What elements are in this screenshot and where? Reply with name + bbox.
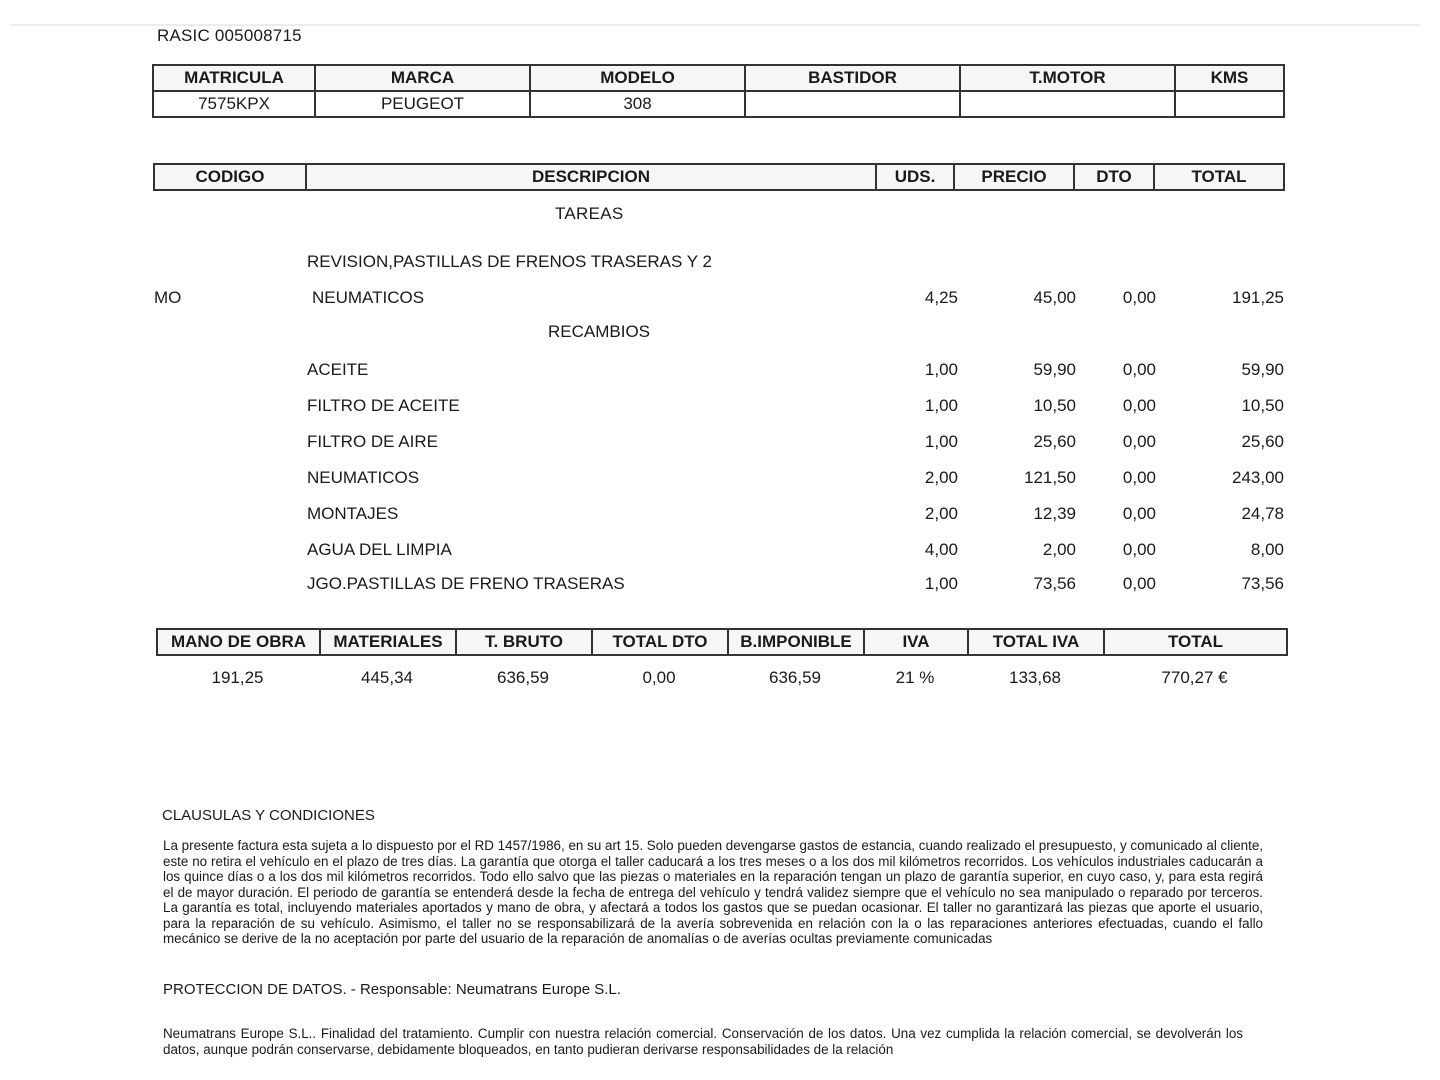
- value-total-dto: 0,00: [642, 668, 676, 687]
- header-codigo: CODIGO: [154, 164, 306, 190]
- tarea-precio: 45,00: [1033, 288, 1076, 307]
- tarea-desc-1: REVISION,PASTILLAS DE FRENOS TRASERAS Y 2: [307, 252, 712, 271]
- recambio-precio: 12,39: [1033, 504, 1076, 523]
- recambio-total: 59,90: [1241, 360, 1284, 379]
- recambio-desc: ACEITE: [307, 360, 369, 379]
- tarea-desc-line: [150, 252, 1290, 274]
- tarea-row: [150, 288, 1290, 310]
- value-tmotor: [960, 91, 1175, 117]
- totals-header-row: [157, 629, 1287, 655]
- recambio-uds: 1,00: [924, 574, 958, 593]
- recambio-total: 10,50: [1241, 396, 1284, 415]
- recambio-total: 73,56: [1241, 574, 1284, 593]
- value-b-imponible: 636,59: [769, 668, 821, 687]
- totals-header-table: [156, 628, 1288, 656]
- recambio-precio: 59,90: [1033, 360, 1076, 379]
- recambio-dto: 0,00: [1122, 574, 1156, 593]
- header-t-bruto: T. BRUTO: [456, 629, 592, 655]
- terms-title: CLAUSULAS Y CONDICIONES: [162, 807, 375, 824]
- recambio-row: [150, 504, 1290, 526]
- tarea-total: 191,25: [1232, 288, 1284, 307]
- recambio-desc: JGO.PASTILLAS DE FRENO TRASERAS: [307, 574, 625, 593]
- value-bastidor: [745, 91, 960, 117]
- header-mano-de-obra: MANO DE OBRA: [157, 629, 320, 655]
- value-total-final: 770,27 €: [1161, 668, 1228, 687]
- recambio-uds: 2,00: [924, 468, 958, 487]
- recambio-desc: MONTAJES: [307, 504, 399, 523]
- header-bastidor: BASTIDOR: [745, 65, 960, 91]
- recambio-precio: 2,00: [1042, 540, 1076, 559]
- header-materiales: MATERIALES: [320, 629, 456, 655]
- value-kms: [1175, 91, 1284, 117]
- recambio-row: [150, 396, 1290, 418]
- totals-values-row: [156, 668, 1286, 692]
- recambio-total: 8,00: [1250, 540, 1284, 559]
- tarea-desc-2: NEUMATICOS: [312, 288, 425, 307]
- value-total-iva: 133,68: [1009, 668, 1061, 687]
- vehicle-header-row: [153, 65, 1284, 91]
- value-marca: PEUGEOT: [315, 91, 530, 117]
- items-header-table: [153, 163, 1285, 191]
- recambio-total: 24,78: [1241, 504, 1284, 523]
- recambios-label-line: [150, 322, 1290, 344]
- header-total-iva: TOTAL IVA: [968, 629, 1104, 655]
- recambio-uds: 1,00: [924, 432, 958, 451]
- recambio-total: 25,60: [1241, 432, 1284, 451]
- recambio-dto: 0,00: [1122, 504, 1156, 523]
- tarea-code: MO: [154, 288, 182, 307]
- recambio-desc: FILTRO DE AIRE: [307, 432, 438, 451]
- recambio-desc: NEUMATICOS: [307, 468, 420, 487]
- header-marca: MARCA: [315, 65, 530, 91]
- recambio-precio: 25,60: [1033, 432, 1076, 451]
- header-modelo: MODELO: [530, 65, 745, 91]
- items-header-row: [154, 164, 1284, 190]
- header-precio: PRECIO: [954, 164, 1074, 190]
- tarea-uds: 4,25: [924, 288, 958, 307]
- header-total-dto: TOTAL DTO: [592, 629, 728, 655]
- terms-body: La presente factura esta sujeta a lo dispuesto por el RD 1457/1986, en su art 15. Solo pueden devengarse gastos de estancia, cuando realizado el presupuesto, y comunicado al cliente, este no retira el vehículo en el plazo de tres días. La garantía que otorga el taller caducará a los tres meses o a los dos mil kilómetros recorridos. Los vehículos industriales caducarán a los quince días o a los dos mil kilómetros recorridos. Todo ello salvo que las piezas o materiales en la reparación tengan un plazo de garantía superior, en cuyo caso, y, para esta regirá el de mayor duración. El periodo de garantía se entenderá desde la fecha de entrega del vehículo y tendrá validez siempre que el vehículo no sea manipulado o reparado por terceros. La garantía es total, incluyendo materiales aportados y mano de obra, y afectará a todos los gastos que se puedan ocasionar. El taller no garantizará las piezas que aporte el usuario, para la reparación de su vehículo. Asimismo, el taller no se responsabilizará de la avería sobrevenida en relación con la o las reparaciones anteriores efectuadas, cuando el fallo mecánico se derive de la no aceptación por parte del usuario de la reparación de anomalías o de averías ocultas previamente comunicadas: [163, 838, 1263, 946]
- vehicle-table: [152, 64, 1285, 118]
- recambio-dto: 0,00: [1122, 396, 1156, 415]
- section-recambios: RECAMBIOS: [548, 322, 651, 341]
- value-modelo: 308: [530, 91, 745, 117]
- recambio-row: [150, 468, 1290, 490]
- value-materiales: 445,34: [361, 668, 413, 687]
- recambio-row: [150, 574, 1290, 596]
- recambio-uds: 1,00: [924, 360, 958, 379]
- header-iva: IVA: [864, 629, 968, 655]
- value-t-bruto: 636,59: [497, 668, 549, 687]
- recambio-precio: 73,56: [1033, 574, 1076, 593]
- header-matricula: MATRICULA: [153, 65, 315, 91]
- vehicle-value-row: [153, 91, 1284, 117]
- tarea-dto: 0,00: [1122, 288, 1156, 307]
- recambio-dto: 0,00: [1122, 540, 1156, 559]
- header-b-imponible: B.IMPONIBLE: [728, 629, 864, 655]
- header-total: TOTAL: [1154, 164, 1284, 190]
- recambio-row: [150, 360, 1290, 382]
- header-dto: DTO: [1074, 164, 1154, 190]
- header-uds: UDS.: [876, 164, 954, 190]
- privacy-title: PROTECCION DE DATOS. - Responsable: Neumatrans Europe S.L.: [163, 981, 621, 998]
- document-id: RASIC 005008715: [157, 26, 302, 45]
- recambio-uds: 4,00: [924, 540, 958, 559]
- header-total-final: TOTAL: [1104, 629, 1287, 655]
- recambio-desc: FILTRO DE ACEITE: [307, 396, 460, 415]
- value-iva: 21 %: [895, 668, 935, 687]
- recambio-desc: AGUA DEL LIMPIA: [307, 540, 452, 559]
- privacy-body: Neumatrans Europe S.L.. Finalidad del tratamiento. Cumplir con nuestra relación comercial. Conservación de los datos. Una vez cumplida la relación comercial, se devolverán los datos, aunque podrán conservarse, debidamente bloqueados, en tanto pudieran derivarse responsabilidades de la relación: [163, 1026, 1243, 1057]
- recambio-dto: 0,00: [1122, 360, 1156, 379]
- recambio-dto: 0,00: [1122, 432, 1156, 451]
- value-matricula: 7575KPX: [153, 91, 315, 117]
- value-mano-de-obra: 191,25: [211, 668, 264, 687]
- recambio-dto: 0,00: [1122, 468, 1156, 487]
- recambio-precio: 121,50: [1024, 468, 1076, 487]
- section-tareas: TAREAS: [555, 204, 624, 223]
- recambio-uds: 2,00: [924, 504, 958, 523]
- header-descripcion: DESCRIPCION: [306, 164, 876, 190]
- recambio-total: 243,00: [1232, 468, 1284, 487]
- recambio-row: [150, 432, 1290, 454]
- header-tmotor: T.MOTOR: [960, 65, 1175, 91]
- header-kms: KMS: [1175, 65, 1284, 91]
- recambio-precio: 10,50: [1033, 396, 1076, 415]
- recambio-row: [150, 540, 1290, 562]
- recambio-uds: 1,00: [924, 396, 958, 415]
